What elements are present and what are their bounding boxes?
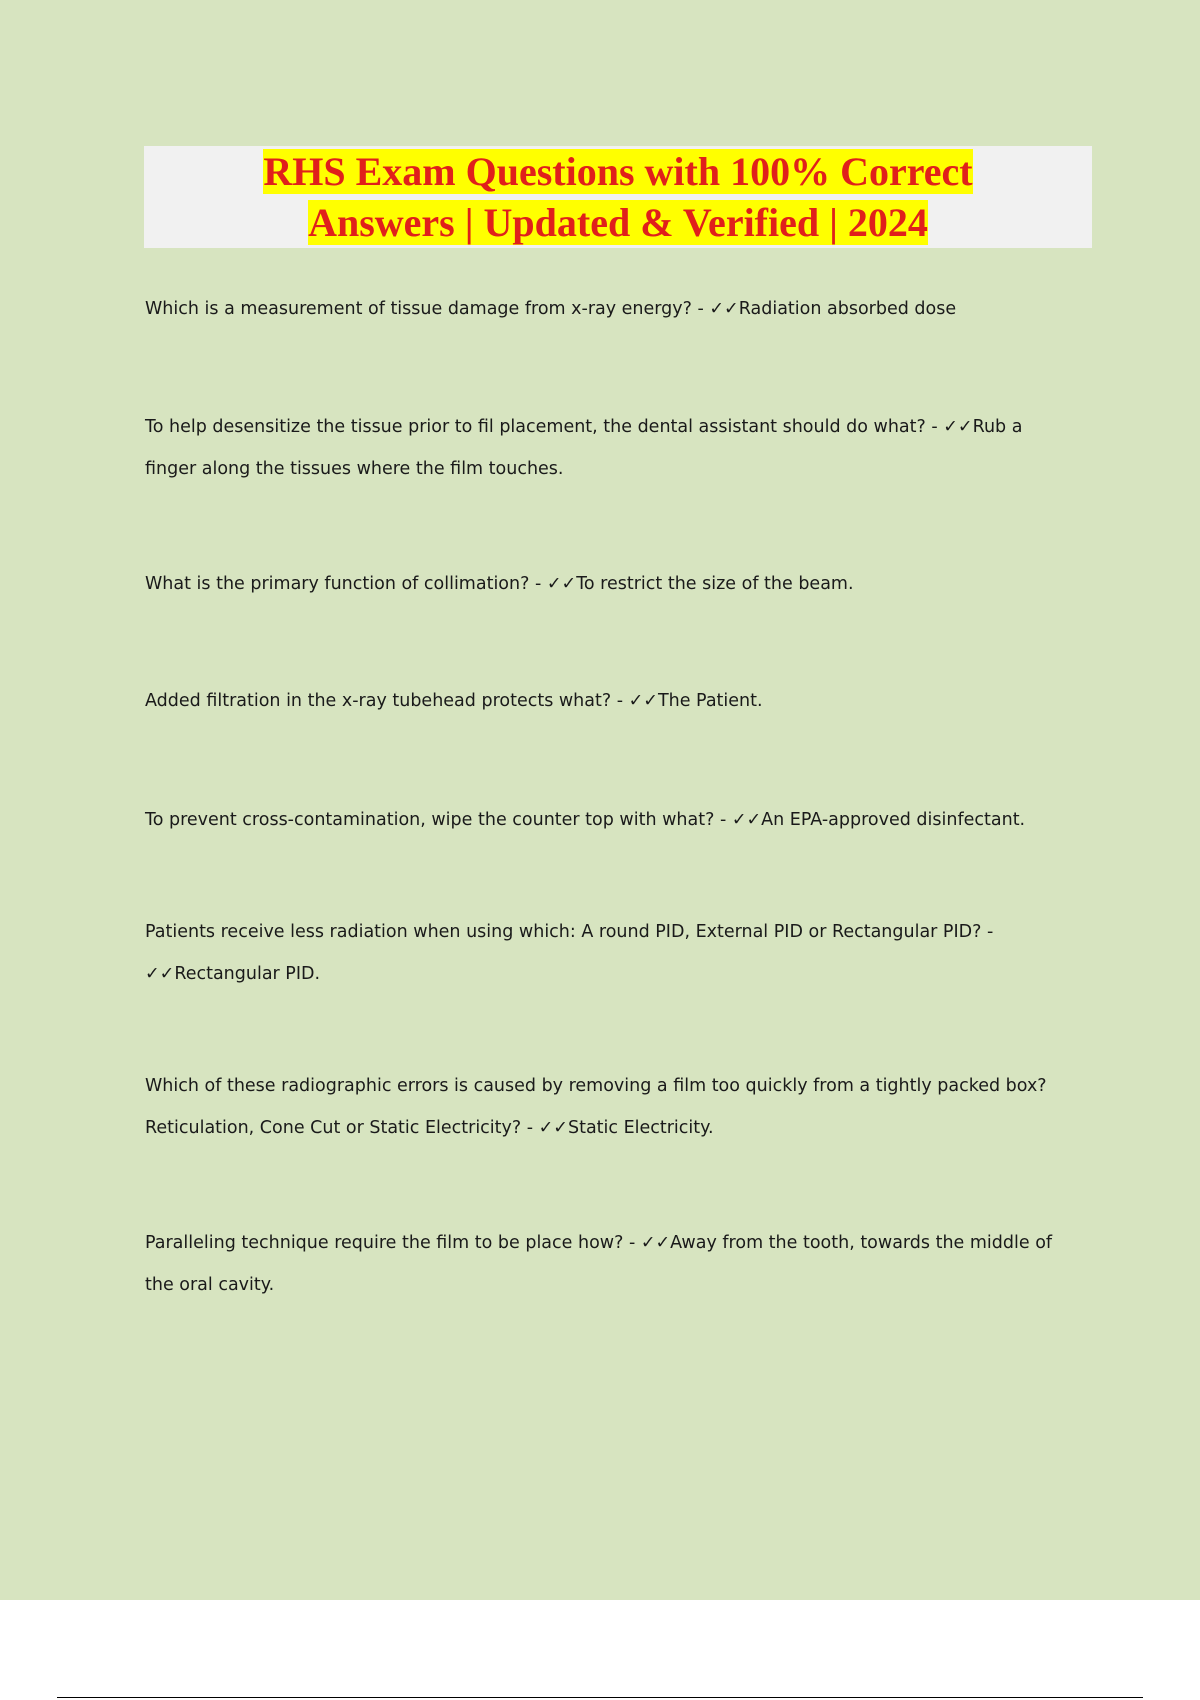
separator: - [521, 1118, 539, 1138]
check-mark-icon: ✓✓ [731, 810, 762, 830]
question-answer-list [145, 288, 1075, 1306]
title-line-1: RHS Exam Questions with 100% Correct [263, 149, 973, 194]
qa-item [145, 563, 1075, 605]
answer-text: Rub a finger along the tissues where the film touches. [145, 417, 1023, 479]
question-text: Which of these radiographic errors is caused by removing a film too quickly from a tightly packed box? Reticulation, Cone Cut or Static Electricity? [145, 1076, 1047, 1138]
question-text: Added filtration in the x-ray tubehead protects what? [145, 691, 612, 711]
question-text: Patients receive less radiation when using which: A round PID, External PID or Rectangular PID? [145, 922, 982, 942]
answer-text: Static Electricity. [567, 1118, 714, 1138]
qa-item [145, 680, 1075, 722]
check-mark-icon: ✓✓ [943, 417, 973, 437]
separator: - [691, 299, 710, 319]
question-text: To prevent cross-contamination, wipe the counter top with what? [145, 810, 715, 830]
check-mark-icon: ✓✓ [628, 691, 658, 711]
question-text: What is the primary function of collimation? [145, 574, 530, 594]
question-text: Which is a measurement of tissue damage from x-ray energy? [145, 299, 692, 319]
check-mark-icon: ✓✓ [538, 1118, 568, 1138]
qa-item [145, 1222, 1075, 1306]
title-banner [144, 146, 1092, 248]
question-text: Paralleling technique require the film to be place how? [145, 1233, 624, 1253]
separator: - [611, 691, 629, 711]
check-mark-icon: ✓✓ [640, 1233, 671, 1253]
check-mark-icon: ✓✓ [709, 299, 739, 319]
separator: - [623, 1233, 641, 1253]
separator: - [714, 810, 732, 830]
qa-item [145, 406, 1075, 490]
check-mark-icon: ✓✓ [145, 964, 175, 984]
title-line-2: Answers | Updated & Verified | 2024 [308, 200, 928, 245]
question-text: To help desensitize the tissue prior to fil placement, the dental assistant should do what? [145, 417, 926, 437]
separator: - [529, 574, 547, 594]
answer-text: The Patient. [657, 691, 763, 711]
document-title [144, 146, 1092, 248]
qa-item [145, 799, 1075, 841]
qa-item [145, 1065, 1075, 1149]
check-mark-icon: ✓✓ [546, 574, 577, 594]
answer-text: Radiation absorbed dose [738, 299, 957, 319]
answer-text: To restrict the size of the beam. [576, 574, 854, 594]
qa-item [145, 911, 1075, 995]
answer-text: An EPA-approved disinfectant. [761, 810, 1026, 830]
separator: - [925, 417, 944, 437]
footer-divider [57, 1697, 1143, 1698]
qa-item [145, 288, 1075, 330]
answer-text: Rectangular PID. [174, 964, 321, 984]
separator: - [981, 922, 994, 942]
answer-text: Away from the tooth, towards the middle of the oral cavity. [145, 1233, 1053, 1295]
